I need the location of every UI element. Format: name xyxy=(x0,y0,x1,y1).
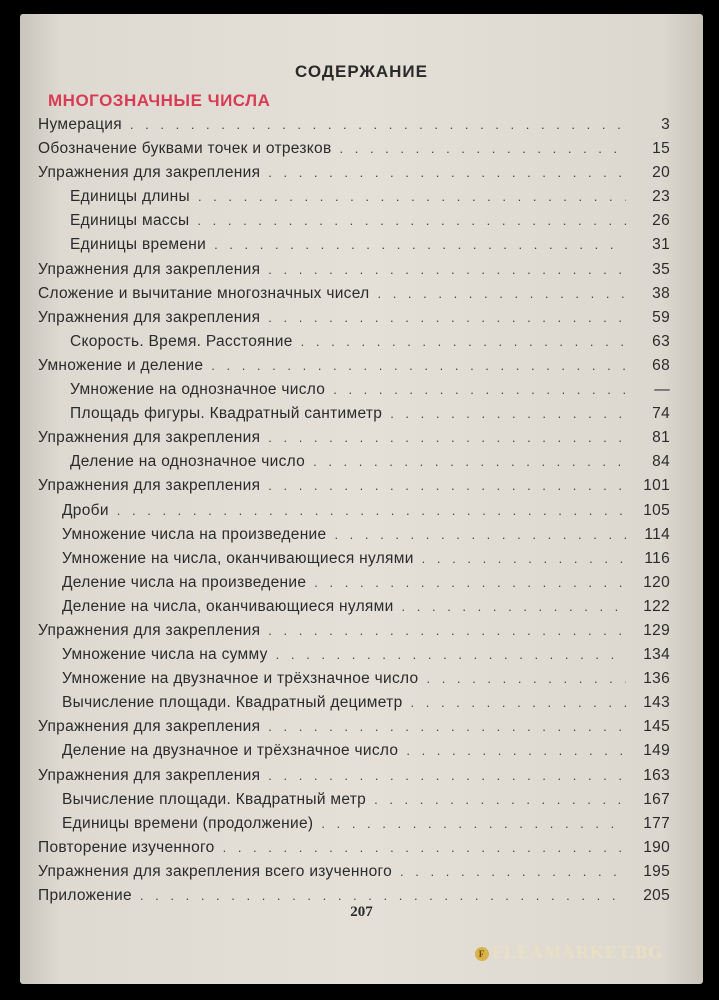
toc-entry-page: 114 xyxy=(644,525,670,543)
toc-entry-label: Умножение на двузначное и трёхзначное число xyxy=(62,670,419,688)
toc-entry-page: 38 xyxy=(652,284,670,302)
toc-entry-page: 81 xyxy=(652,429,670,447)
dot-leader xyxy=(390,406,626,421)
toc-entry-page: 23 xyxy=(652,188,670,206)
toc-entry-page: 35 xyxy=(652,260,670,278)
toc-entry-label: Умножение числа на произведение xyxy=(62,525,327,543)
toc-entry-page: — xyxy=(654,381,670,399)
toc-entry-label: Единицы времени (продолжение) xyxy=(62,814,314,832)
toc-entry-label: Повторение изученного xyxy=(38,838,215,856)
toc-entry xyxy=(38,839,670,863)
dot-leader xyxy=(314,575,626,590)
toc-entry xyxy=(38,767,670,791)
toc-entry-label: Единицы длины xyxy=(70,188,190,206)
toc-entry-page: 101 xyxy=(643,477,670,495)
toc-entry-page: 26 xyxy=(652,212,670,230)
dot-leader xyxy=(426,671,626,686)
dot-leader xyxy=(268,262,626,277)
toc-entry xyxy=(38,863,670,887)
toc-entry xyxy=(38,285,670,309)
toc-entry-label: Вычисление площади. Квадратный дециметр xyxy=(62,694,403,712)
toc-entry xyxy=(38,261,670,285)
toc-entry-page: 163 xyxy=(643,766,670,784)
toc-entry-label: Приложение xyxy=(38,887,132,904)
dot-leader xyxy=(268,430,626,445)
dot-leader xyxy=(198,189,626,204)
dot-leader xyxy=(197,213,626,228)
dot-leader xyxy=(276,647,626,662)
toc-entry-label: Деление числа на произведение xyxy=(62,573,307,591)
toc-entry-label: Умножение числа на сумму xyxy=(62,646,268,664)
dot-leader xyxy=(268,310,626,325)
toc-entry-label: Деление на двузначное и трёхзначное число xyxy=(62,742,399,760)
toc-entry xyxy=(38,502,670,526)
toc-entry-label: Деление на числа, оканчивающиеся нулями xyxy=(62,597,394,615)
watermark-logo-icon: F xyxy=(475,947,489,961)
toc-entry-page: 116 xyxy=(644,549,670,567)
dot-leader xyxy=(268,165,626,180)
toc-entry xyxy=(38,815,670,839)
toc-entry-page: 149 xyxy=(643,742,670,760)
toc-entry-label: Единицы времени xyxy=(70,236,207,254)
dot-leader xyxy=(214,237,626,252)
toc-entry-page: 74 xyxy=(652,405,670,423)
dot-leader xyxy=(268,768,626,783)
toc-entry-label: Упражнения для закрепления xyxy=(38,621,261,639)
toc-entry xyxy=(38,116,670,140)
toc-entry-page: 3 xyxy=(661,116,670,133)
toc-entry xyxy=(38,598,670,622)
dot-leader xyxy=(422,551,626,566)
dot-leader xyxy=(268,719,626,734)
toc-entry xyxy=(38,526,670,550)
section-title: МНОГОЗНАЧНЫЕ ЧИСЛА xyxy=(48,91,271,110)
toc-entry-page: 177 xyxy=(643,814,670,832)
toc-entry xyxy=(38,574,670,598)
toc-entry xyxy=(38,357,670,381)
toc-entry xyxy=(38,622,670,646)
toc-entry xyxy=(38,309,670,333)
toc-entry-page: 167 xyxy=(643,790,670,808)
toc-entry-page: 15 xyxy=(652,140,670,158)
dot-leader xyxy=(268,478,626,493)
toc-entry-label: Упражнения для закрепления xyxy=(38,260,261,278)
dot-leader xyxy=(334,527,626,542)
toc-entry-page: 68 xyxy=(652,356,670,374)
toc-entry xyxy=(38,453,670,477)
dot-leader xyxy=(117,503,626,518)
dot-leader xyxy=(313,454,626,469)
dot-leader xyxy=(377,286,626,301)
toc-entry xyxy=(38,550,670,574)
toc-entry-label: Упражнения для закрепления всего изученного xyxy=(38,862,393,880)
toc-entry-page: 20 xyxy=(652,164,670,182)
dot-leader xyxy=(400,864,626,879)
toc-entry-page: 143 xyxy=(643,694,670,712)
dot-leader xyxy=(321,816,626,831)
toc-entry-page: 195 xyxy=(643,862,670,880)
toc-entry-label: Дроби xyxy=(62,501,109,519)
toc-entry xyxy=(38,646,670,670)
toc-entry-page: 84 xyxy=(652,453,670,471)
toc-entry-page: 134 xyxy=(643,646,670,664)
toc-entry-page: 145 xyxy=(643,718,670,736)
toc-entry-page: 190 xyxy=(643,838,670,856)
toc-entry-label: Умножение на однозначное число xyxy=(70,381,326,399)
toc-entry-page: 63 xyxy=(652,332,670,350)
toc-entry xyxy=(38,236,670,260)
toc-entry-label: Нумерация xyxy=(38,116,122,133)
toc-entry-label: Упражнения для закрепления xyxy=(38,164,261,182)
toc-entry xyxy=(38,405,670,429)
toc-entry-page: 31 xyxy=(652,236,670,254)
toc-entry-page: 129 xyxy=(643,621,670,639)
dot-leader xyxy=(340,141,627,156)
book-page xyxy=(20,14,703,984)
toc-entry-label: Обозначение буквами точек и отрезков xyxy=(38,140,332,158)
toc-entry-label: Упражнения для закрепления xyxy=(38,718,261,736)
toc-entry-label: Вычисление площади. Квадратный метр xyxy=(62,790,367,808)
toc-entry xyxy=(38,791,670,815)
toc-entry xyxy=(38,718,670,742)
toc-entry xyxy=(38,212,670,236)
table-of-contents xyxy=(38,116,670,911)
toc-entry-page: 59 xyxy=(652,308,670,326)
toc-entry-label: Скорость. Время. Расстояние xyxy=(70,332,293,350)
toc-entry-page: 205 xyxy=(643,887,670,904)
dot-leader xyxy=(223,840,626,855)
toc-entry xyxy=(38,670,670,694)
toc-entry-label: Умножение и деление xyxy=(38,356,204,374)
toc-entry xyxy=(38,477,670,501)
dot-leader xyxy=(301,334,626,349)
contents-heading: СОДЕРЖАНИЕ xyxy=(295,62,428,81)
toc-entry xyxy=(38,429,670,453)
toc-entry-label: Упражнения для закрепления xyxy=(38,477,261,495)
toc-entry-label: Площадь фигуры. Квадратный сантиметр xyxy=(70,405,383,423)
toc-entry xyxy=(38,742,670,766)
dot-leader xyxy=(140,888,626,903)
dot-leader xyxy=(402,599,626,614)
toc-entry-label: Упражнения для закрепления xyxy=(38,429,261,447)
toc-entry-label: Сложение и вычитание многозначных чисел xyxy=(38,284,370,302)
toc-entry-label: Упражнения для закрепления xyxy=(38,308,261,326)
toc-entry xyxy=(38,140,670,164)
dot-leader xyxy=(411,695,627,710)
dot-leader xyxy=(268,623,626,638)
toc-entry-page: 105 xyxy=(643,501,670,519)
toc-entry xyxy=(38,381,670,405)
toc-entry xyxy=(38,694,670,718)
toc-entry-label: Умножение на числа, оканчивающиеся нулями xyxy=(62,549,414,567)
dot-leader xyxy=(130,117,626,132)
toc-entry xyxy=(38,333,670,357)
page-number: 207 xyxy=(350,904,373,920)
dot-leader xyxy=(333,382,626,397)
dot-leader xyxy=(211,358,626,373)
toc-entry-label: Упражнения для закрепления xyxy=(38,766,261,784)
toc-entry xyxy=(38,164,670,188)
toc-entry-label: Деление на однозначное число xyxy=(70,453,306,471)
dot-leader xyxy=(374,792,626,807)
watermark-text: FLEAMARKET.BG xyxy=(492,942,664,962)
toc-entry-page: 122 xyxy=(643,597,670,615)
toc-entry-page: 136 xyxy=(643,670,670,688)
toc-entry-page: 120 xyxy=(643,573,670,591)
dot-leader xyxy=(406,743,626,758)
watermark xyxy=(475,942,663,963)
toc-entry xyxy=(38,188,670,212)
toc-entry-label: Единицы массы xyxy=(70,212,190,230)
